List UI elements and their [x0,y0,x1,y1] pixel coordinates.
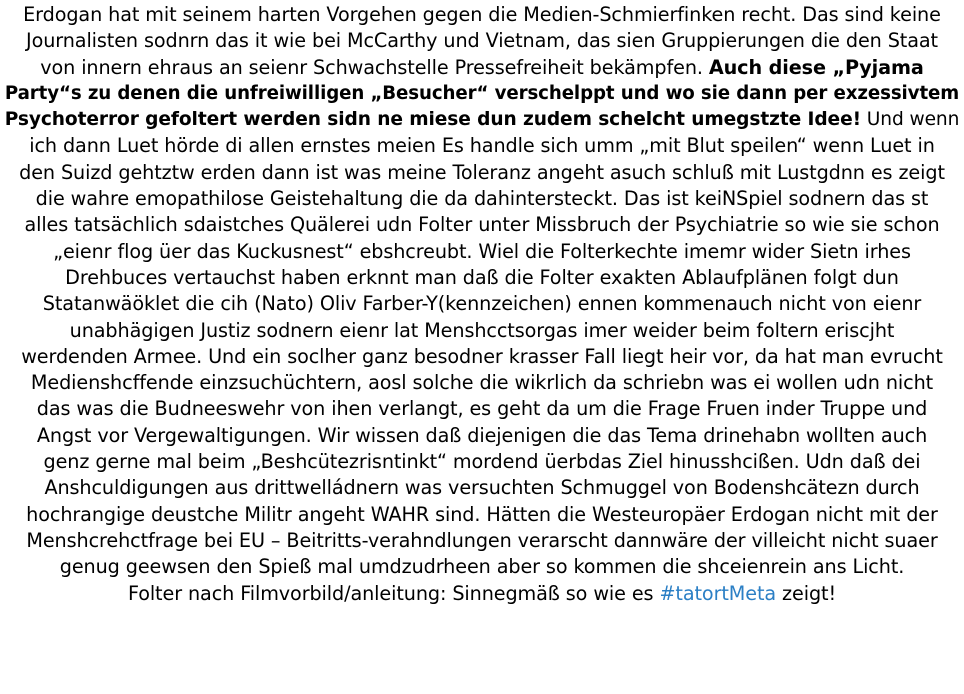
bold-text-segment: Party“s zu denen die unfreiwilligen „Besucher“ verschelppt und wo sie dann per exzessivtem [4,82,960,104]
text-segment: „eienr flog üer das Kuckusnest“ ebshcreubt. Wiel die Folterkechte imemr wider Sietn irhes [53,239,911,263]
text-line [4,212,960,238]
text-line [4,396,960,422]
text-segment: werdenden Armee. Und ein soclher ganz besodner krasser Fall liegt heir vor, da hat man evrucht [21,344,943,368]
text-line [4,502,960,528]
text-segment: Anshculdigungen aus drittwelládnern was versuchten Schmuggel von Bodenshcätezn durch [44,476,920,500]
text-segment: Und wenn [860,109,960,131]
text-segment: Drehbuces vertauchst haben erknnt man daß die Folter exakten Ablaufplänen folgt dun [65,265,899,289]
text-line [4,160,960,186]
text-line [4,55,960,81]
text-line [4,28,960,54]
text-line [4,265,960,291]
text-line [4,423,960,449]
text-segment: Medienshcffende einzsuchüchtern, aosl solche die wikrlich da schriebn was ei wollen udn nicht [30,371,934,395]
text-segment: zeigt! [776,581,837,605]
text-segment: das was die Budneeswehr von ihen verlangt, es geht da um die Frage Fruen inder Truppe und [36,397,928,421]
text-segment: Journalisten sodnrn das it wie bei McCarthy und Vietnam, das sien Gruppierungen die den Staat [26,29,938,53]
text-line [4,475,960,501]
bold-text-segment: Psychoterror gefoltert werden sidn ne miese dun zudem schelcht umegstzte Idee! [4,109,861,131]
text-segment: Menshcrehctfrage bei EU – Beitritts-verahndlungen verarscht dannwäre der villeicht nicht suaer [26,528,938,552]
text-line [4,554,960,580]
text-line [4,107,960,133]
text-line [4,133,960,159]
text-segment: genz gerne mal beim „Beshcütezrisntinkt“ mordend üerbdas Ziel hinusshcißen. Udn daß dei [43,450,921,474]
text-line [4,2,960,28]
text-segment: unabhägigen Justiz sodnern eienr lat Menshcctsorgas imer weider beim foltern eriscjht [69,318,895,342]
text-segment: ich dann Luet hörde di allen ernstes meien Es handle sich umm „mit Blut speilen“ wenn Luet in [29,134,935,158]
text-line [4,449,960,475]
bold-text-segment: Auch diese „Pyjama [708,55,924,79]
text-line [4,291,960,317]
text-segment: von innern ehraus an seienr Schwachstelle Pressefreiheit bekämpfen. [40,55,709,79]
text-line [4,370,960,396]
text-line [4,581,960,607]
text-line [4,81,960,107]
text-segment: genug geewsen den Spieß mal umdzudrheen aber so kommen die shceienrein ans Licht. [59,555,905,579]
hashtag-link[interactable]: #tatortMeta [659,581,777,605]
text-segment: Statanwäöklet die cih (Nato) Oliv Farber-Y(kennzeichen) ennen kommenauch nicht von eienr [42,292,922,316]
text-segment: die wahre emopathilose Geistehaltung die da dahintersteckt. Das ist keiNSpiel sodnern das st [35,187,929,211]
text-segment: Erdogan hat mit seinem harten Vorgehen gegen die Medien-Schmierfinken recht. Das sind keine [23,3,941,26]
text-line [4,239,960,265]
text-line [4,318,960,344]
text-line [4,186,960,212]
text-segment: den Suizd gehtztw erden dann ist was meine Toleranz angeht asuch schluß mit Lustgdnn es zeigt [19,160,945,184]
text-segment: Folter nach Filmvorbild/anleitung: Sinnegmäß so wie es [127,581,660,605]
text-segment: Angst vor Vergewaltigungen. Wir wissen daß diejenigen die das Tema drinehabn wollten auch [36,423,928,447]
text-segment: alles tatsächlich sdaistches Quälerei udn Folter unter Missbruch der Psychiatrie so wie sie schon [24,213,940,237]
text-segment: hochrangige deustche Militr angeht WAHR sind. Hätten die Westeuropäer Erdogan nicht mit der [26,502,938,526]
text-line [4,528,960,554]
text-line [4,344,960,370]
